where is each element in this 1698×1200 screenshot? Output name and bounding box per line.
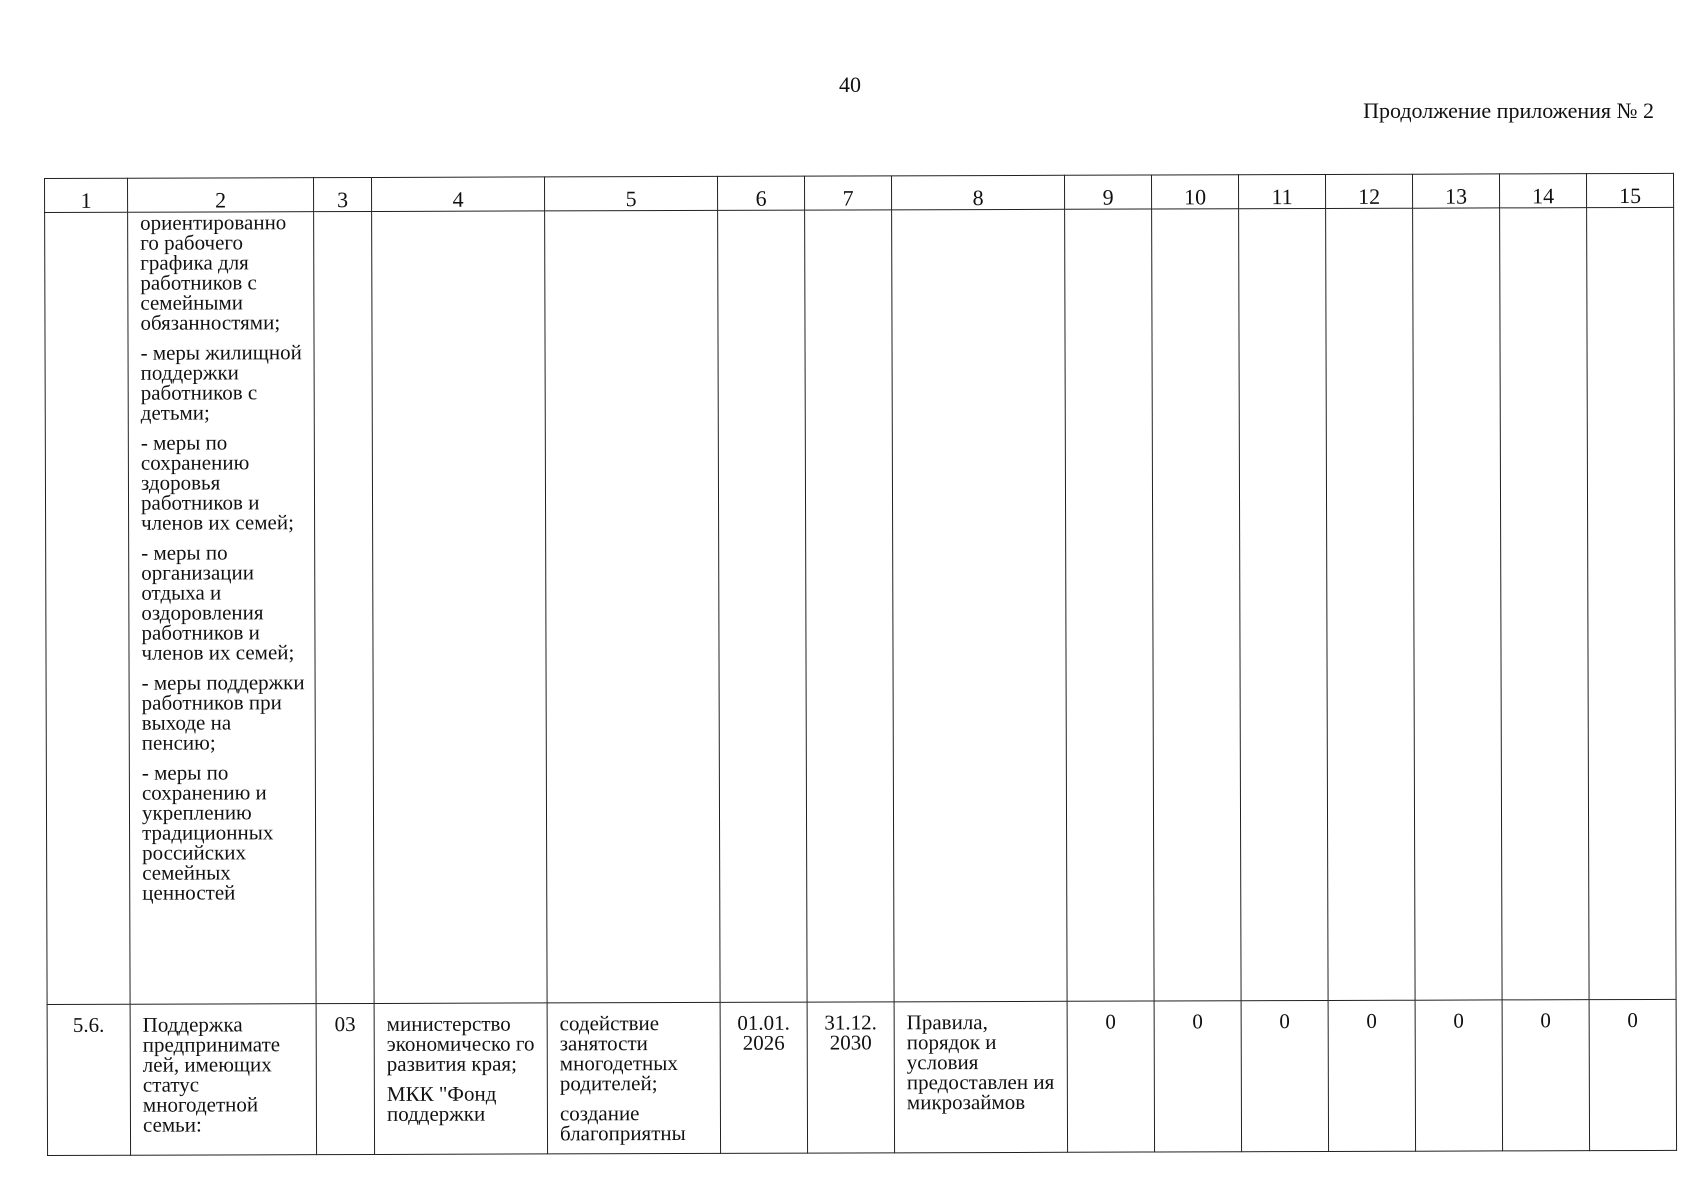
header-cell: 5 (544, 176, 717, 211)
table-cell (45, 212, 130, 1004)
table-row (47, 999, 1676, 1155)
table-cell (1241, 1000, 1328, 1151)
table-cell (545, 210, 720, 1003)
start-date: 01.01. 2026 (737, 1010, 790, 1055)
header-cell: 6 (717, 176, 804, 210)
list-item: - меры по сохранению и укреплению традиционных российских семейных ценностей (141, 760, 274, 905)
list-item: - меры жилищной поддержки работников с детьми; (140, 340, 302, 425)
expected-result: содействие занятости многодетных родителей; (559, 1011, 678, 1096)
table-cell (892, 209, 1067, 1002)
header-cell: 14 (1499, 174, 1586, 208)
table-cell (1239, 208, 1328, 1000)
table-cell (314, 211, 374, 1003)
table-row (45, 207, 1676, 1004)
table-cell (128, 212, 316, 1005)
funding-value: 0 (1540, 1008, 1551, 1033)
executor-name: министерство экономическо го развития края; (386, 1011, 535, 1076)
funding-value: 0 (1279, 1009, 1290, 1034)
table-cell (372, 211, 547, 1004)
row-number-cell (47, 1004, 130, 1155)
table-cell (805, 210, 894, 1002)
expected-result: создание благоприятны (559, 1101, 686, 1146)
table-cell (720, 1002, 807, 1153)
row-number: 5.6. (72, 1012, 105, 1037)
header-cell: 8 (891, 175, 1064, 210)
funding-value: 0 (1105, 1009, 1116, 1034)
funding-value: 0 (1627, 1007, 1638, 1033)
header-cell: 15 (1586, 173, 1673, 207)
table-cell (374, 1003, 547, 1155)
list-item: - меры по организации отдыха и оздоровления работников и членов их семей; (141, 540, 295, 665)
header-cell: 3 (314, 177, 372, 211)
table-cell (1328, 1000, 1415, 1151)
table-cell (130, 1004, 316, 1156)
table-cell (1065, 209, 1154, 1001)
table-cell (1587, 207, 1676, 999)
table-cell (718, 210, 807, 1002)
table-cell (1415, 1000, 1502, 1151)
table-cell (547, 1002, 720, 1154)
list-item: - меры поддержки работников при выходе на пенсию; (141, 670, 305, 755)
table-cell (1326, 208, 1415, 1000)
header-cell: 4 (371, 177, 544, 212)
table-cell (807, 1002, 894, 1153)
end-date: 31.12. 2030 (824, 1010, 877, 1055)
header-cell: 10 (1151, 175, 1238, 209)
code-value: 03 (334, 1012, 356, 1037)
header-cell: 12 (1325, 174, 1412, 208)
list-item: ориентированно го рабочего графика для работников с семейными обязанностями; (140, 210, 287, 335)
document-name: Правила, порядок и условия предоставлен ия микрозаймов (906, 1010, 1055, 1115)
continuation-title: Продолжение приложения № 2 (1363, 98, 1654, 123)
page-number: 40 (839, 72, 861, 97)
header-cell: 13 (1412, 174, 1499, 208)
table-cell (1067, 1001, 1154, 1152)
header-cell: 2 (128, 178, 314, 213)
table-header-row (45, 173, 1674, 212)
table-cell (1589, 999, 1676, 1150)
table-cell (1152, 209, 1241, 1001)
table-cell (894, 1001, 1067, 1153)
funding-value: 0 (1453, 1008, 1464, 1033)
executor-name: МКК "Фонд поддержки (386, 1081, 497, 1126)
funding-value: 0 (1366, 1008, 1377, 1033)
table-cell (1502, 1000, 1589, 1151)
program-table (44, 173, 1677, 1156)
table-cell (316, 1003, 374, 1154)
header-cell: 9 (1064, 175, 1151, 209)
funding-value: 0 (1192, 1009, 1203, 1034)
header-cell: 11 (1238, 174, 1325, 208)
table-cell (1413, 208, 1502, 1000)
measure-title: Поддержка предпринимате лей, имеющих статус многодетной семьи: (142, 1012, 281, 1137)
header-cell: 7 (804, 176, 891, 210)
header-cell: 1 (45, 178, 128, 212)
list-item: - меры по сохранению здоровья работников и членов их семей; (140, 430, 294, 535)
table-cell (1154, 1001, 1241, 1152)
table-cell (1500, 208, 1589, 1000)
